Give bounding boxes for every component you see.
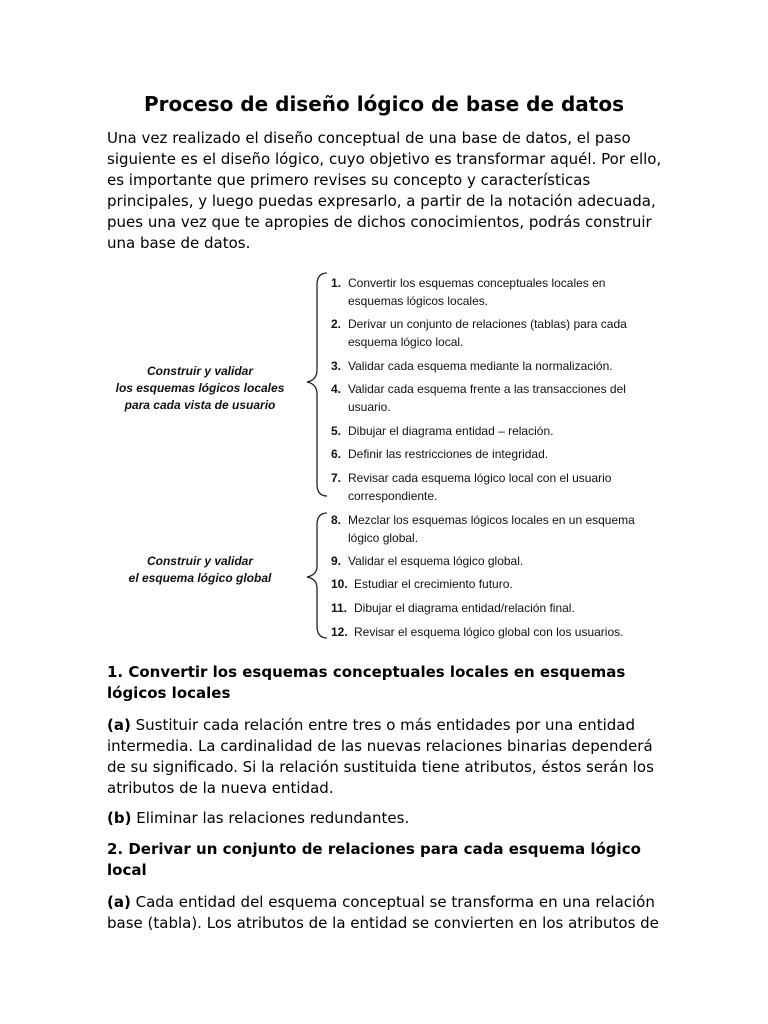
diagram-step (331, 422, 651, 440)
diagram-step (331, 315, 651, 351)
step-number: 5. (331, 424, 342, 438)
group2-label-line: el esquema lógico global (128, 571, 272, 585)
diagram-step (331, 511, 651, 547)
step-text: Validar cada esquema frente a las transacciones del (348, 382, 626, 396)
intro-paragraph: Una vez realizado el diseño conceptual de una base de datos, el paso siguiente es el diseño lógico, cuyo objetivo es transformar aquél. Por ello, es importante que primero revises su concepto y características principales, y luego puedas expresarlo, a partir de la notación adecuada, pues una vez que te apropies de dichos conocimientos, podrás construir una base de datos. (107, 129, 662, 252)
step-text: Derivar un conjunto de relaciones (tablas) para cada (348, 317, 627, 331)
diagram-step (331, 599, 651, 617)
step-text: Dibujar el diagrama entidad – relación. (348, 424, 554, 438)
step-number: 7. (331, 471, 342, 485)
diagram-step (331, 380, 651, 416)
item-text: Sustituir cada relación entre tres o más entidades por una entidad intermedia. La cardinalidad de las nuevas relaciones binarias dependerá de su significado. Si la relación sustituida tiene atributos, éstos serán los atributos de la nueva entidad. (107, 716, 654, 797)
step-text: Convertir los esquemas conceptuales locales en (348, 276, 606, 290)
step-number: 10. (331, 577, 348, 591)
section1-heading: 1. Convertir los esquemas conceptuales locales en esquemas lógicos locales (107, 663, 626, 702)
item-text: Eliminar las relaciones redundantes. (131, 809, 410, 827)
page-title: Proceso de diseño lógico de base de datos (144, 92, 624, 116)
step-text: Dibujar el diagrama entidad/relación final. (354, 601, 575, 615)
section1-paragraph-a (107, 715, 667, 799)
step-text: Validar cada esquema mediante la normalización. (348, 359, 613, 373)
step-number: 9. (331, 554, 342, 568)
step-number: 3. (331, 359, 342, 373)
step-text: Estudiar el crecimiento futuro. (354, 577, 513, 591)
section2-heading: 2. Derivar un conjunto de relaciones para cada esquema lógico local (107, 840, 641, 879)
step-text: Revisar cada esquema lógico local con el usuario (348, 471, 612, 485)
step-text: esquema lógico local. (348, 335, 464, 349)
section2-paragraph-a (107, 892, 667, 934)
step-number: 4. (331, 382, 342, 396)
step-number: 2. (331, 317, 342, 331)
diagram-step (331, 575, 651, 593)
step-text: usuario. (348, 400, 391, 414)
step-text: lógico global. (348, 531, 419, 545)
brace-group1 (307, 273, 327, 496)
step-text: Revisar el esquema lógico global con los usuarios. (354, 625, 624, 639)
group2-label (100, 553, 300, 587)
step-number: 8. (331, 513, 342, 527)
step-text: esquemas lógicos locales. (348, 294, 489, 308)
step-text: Validar el esquema lógico global. (348, 554, 524, 568)
diagram-step (331, 357, 651, 375)
step-number: 11. (331, 601, 348, 615)
group1-label-line: para cada vista de usuario (124, 398, 276, 412)
item-label: (b) (107, 809, 132, 827)
step-number: 6. (331, 447, 342, 461)
group1-label-line: los esquemas lógicos locales (115, 381, 285, 395)
step-number: 1. (331, 276, 342, 290)
step-number: 12. (331, 625, 348, 639)
diagram-step (331, 552, 651, 570)
step-text: Definir las restricciones de integridad. (348, 447, 549, 461)
diagram-step (331, 445, 651, 463)
diagram-step (331, 274, 651, 310)
step-text: correspondiente. (348, 489, 438, 503)
diagram-step (331, 623, 651, 641)
item-label: (a) (107, 716, 131, 734)
group2-label-line: Construir y validar (146, 554, 254, 568)
item-text: Cada entidad del esquema conceptual se transforma en una relación base (tabla). Los atributos de la entidad se convierten en los atributos de (107, 893, 659, 932)
brace-group2 (307, 513, 327, 638)
item-label: (a) (107, 893, 131, 911)
group1-label (100, 363, 300, 414)
step-text: Mezclar los esquemas lógicos locales en un esquema (348, 513, 635, 527)
diagram-step (331, 469, 651, 505)
group1-label-line: Construir y validar (146, 364, 254, 378)
section1-paragraph-b (107, 808, 667, 829)
